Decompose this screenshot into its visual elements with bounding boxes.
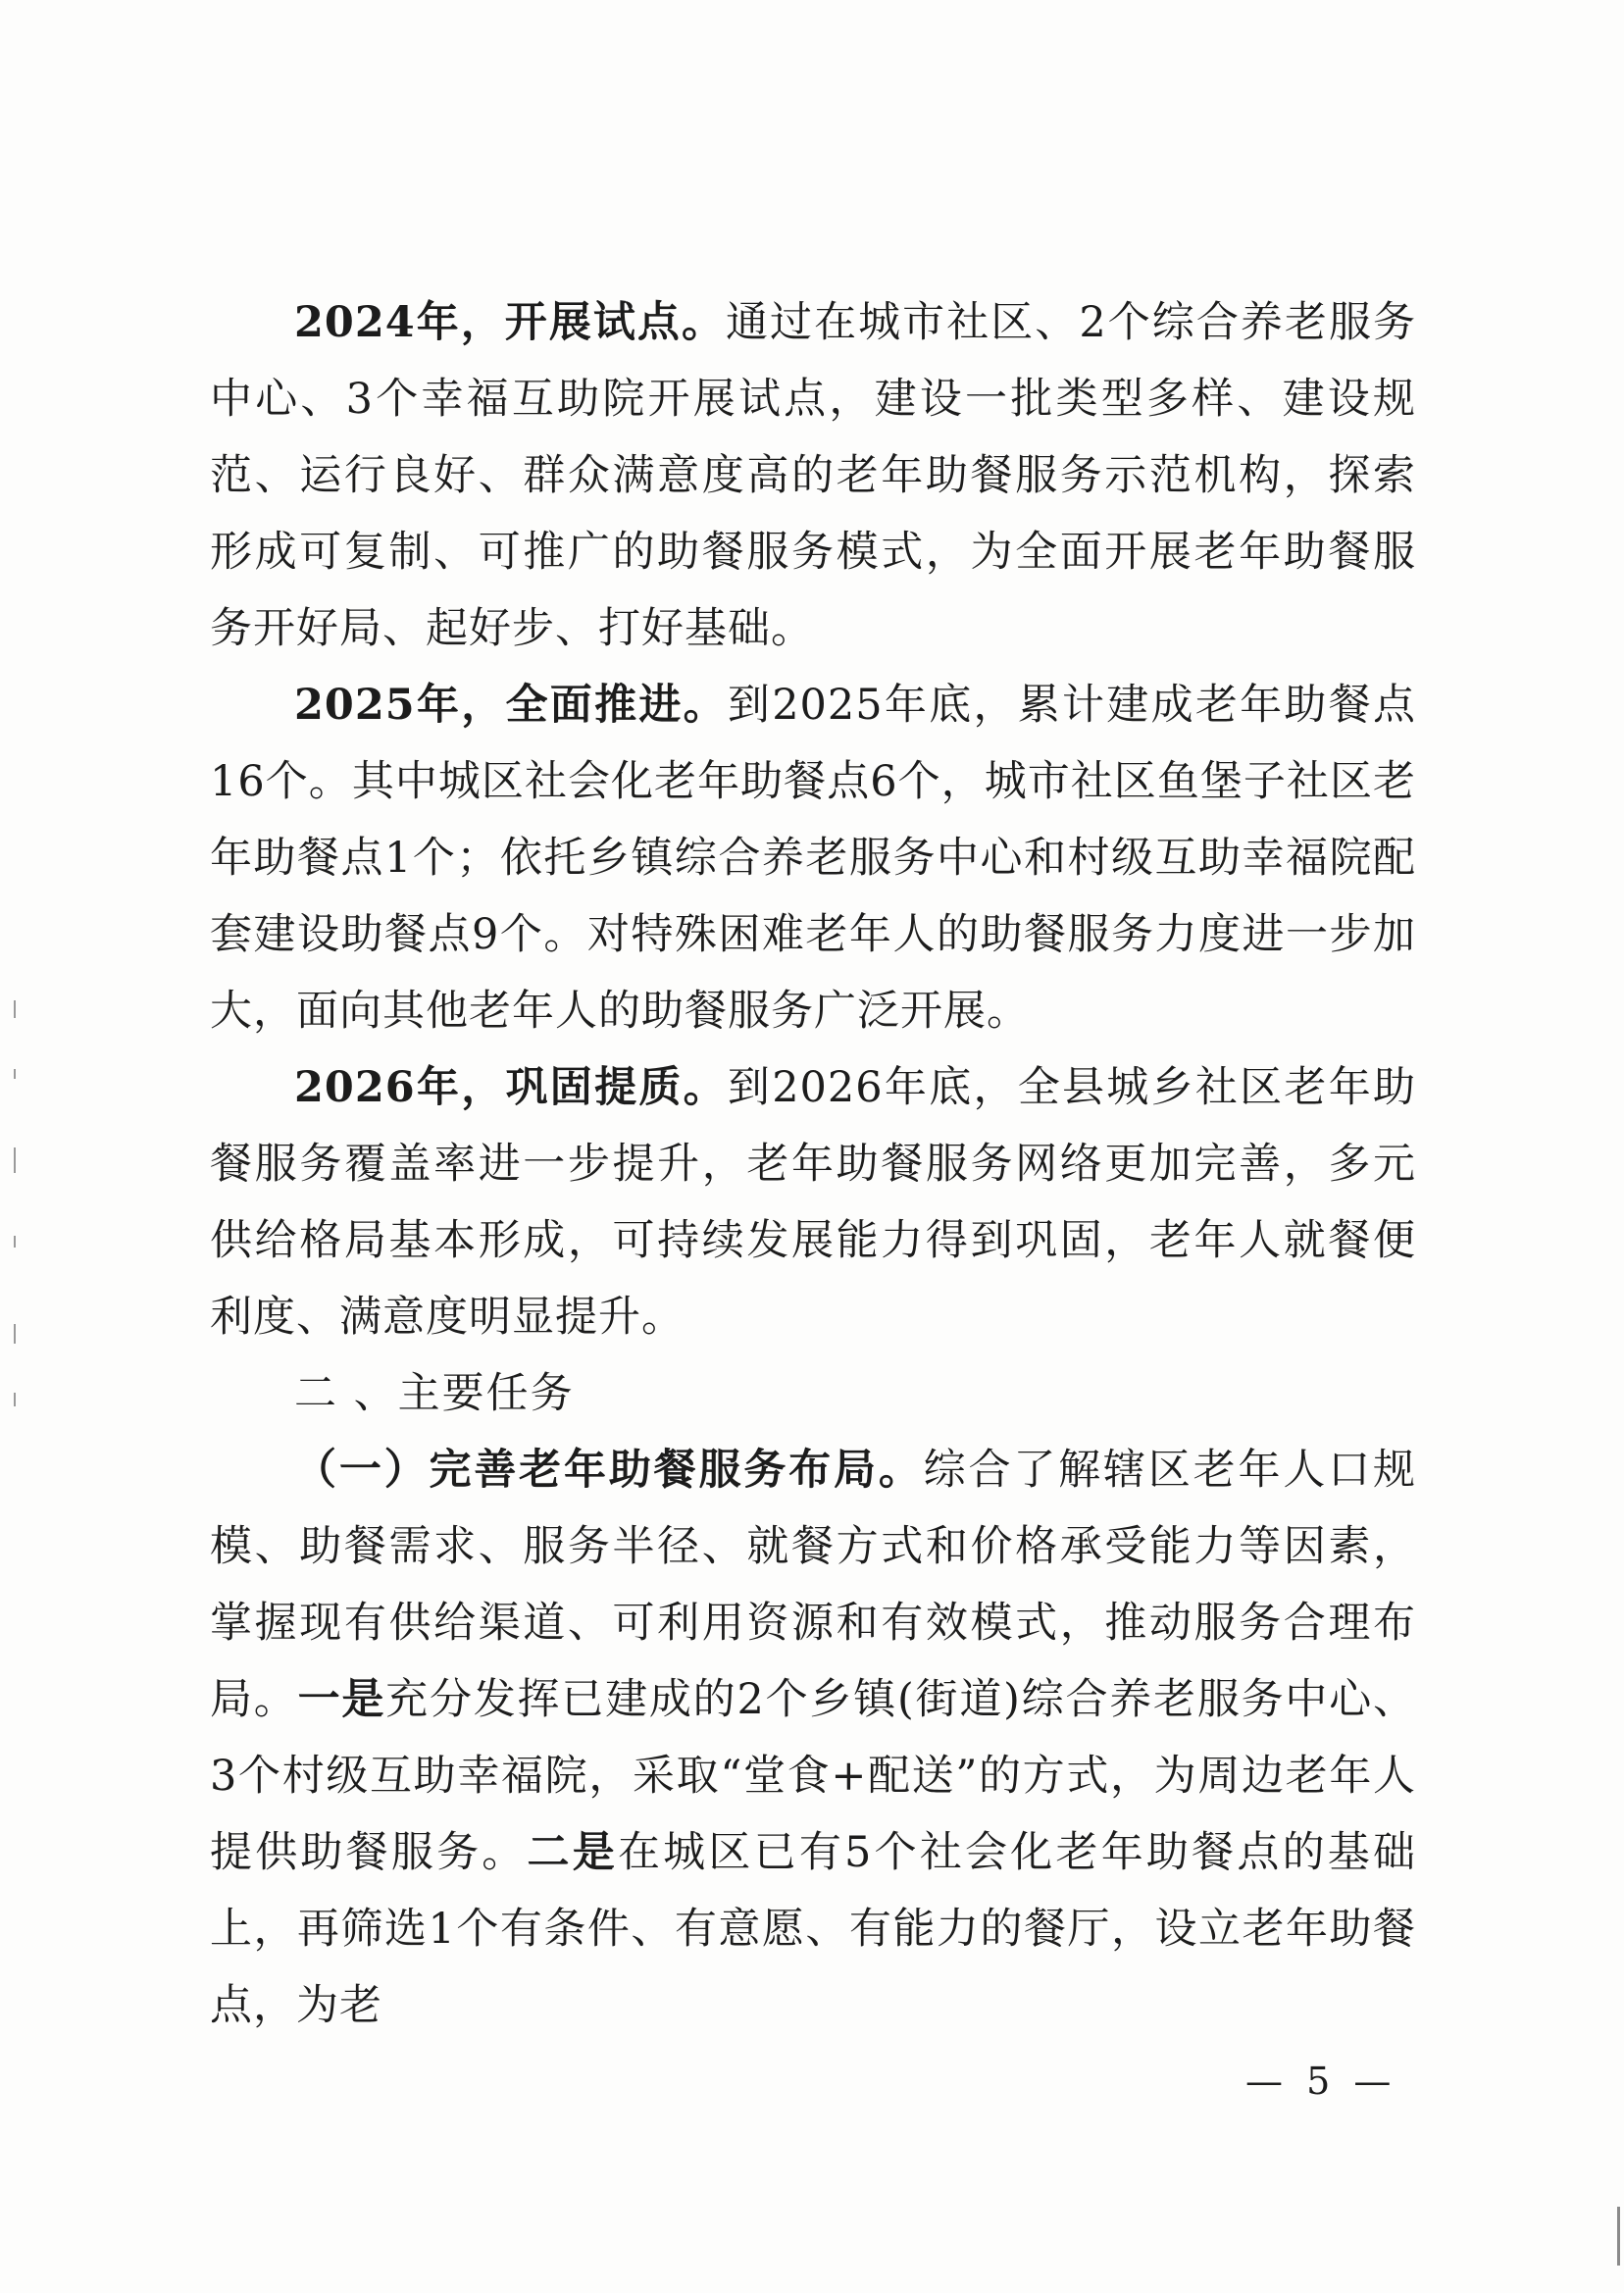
- task-lead: （一）完善老年助餐服务布局。: [294, 1446, 924, 1495]
- paragraph-2025: [210, 667, 1416, 1049]
- page-number: — 5 —: [1245, 2060, 1397, 2103]
- paragraph-2024-lead: 2024年，开展试点。: [294, 298, 727, 347]
- task-paragraph: [210, 1432, 1416, 2044]
- task-first-text: 充分发挥已建成的2个乡镇(街道)综合养老服务中心、3个村级互助幸福院，采取“堂食+配送”的方式，为周边老年人提供助餐服务。: [210, 1675, 1416, 1877]
- paragraph-2026-lead: 2026年，巩固提质。: [294, 1063, 728, 1112]
- task-second-label: 二是: [527, 1828, 618, 1877]
- section-heading: 二 、主要任务: [294, 1369, 575, 1418]
- scan-edge-mark: [1617, 2207, 1620, 2266]
- task-second-text: 在城区已有5个社会化老年助餐点的基础上，再筛选1个有条件、有意愿、有能力的餐厅，设立老年助餐点，为老: [210, 1828, 1417, 2030]
- paragraph-2024-text: 通过在城市社区、2个综合养老服务中心、3个幸福互助院开展试点，建设一批类型多样、建设规范、运行良好、群众满意度高的老年助餐服务示范机构，探索形成可复制、可推广的助餐服务模式，为全面开展老年助餐服务开好局、起好步、打好基础。: [210, 298, 1416, 653]
- scan-margin-marks: [10, 1000, 24, 1412]
- document-body: [210, 284, 1416, 2044]
- paragraph-2025-text: 到2025年底，累计建成老年助餐点16个。其中城区社会化老年助餐点6个，城市社区鱼堡子社区老年助餐点1个；依托乡镇综合养老服务中心和村级互助幸福院配套建设助餐点9个。对特殊困难老年人的助餐服务力度进一步加大，面向其他老年人的助餐服务广泛开展。: [210, 681, 1416, 1036]
- paragraph-2026-text: 到2026年底，全县城乡社区老年助餐服务覆盖率进一步提升，老年助餐服务网络更加完善，多元供给格局基本形成，可持续发展能力得到巩固，老年人就餐便利度、满意度明显提升。: [210, 1063, 1416, 1342]
- task-text-1: 综合了解辖区老年人口规模、助餐需求、服务半径、就餐方式和价格承受能力等因素，掌握现有供给渠道、可利用资源和有效模式，推动服务合理布局。: [210, 1446, 1417, 1724]
- task-first-label: 一是: [297, 1675, 386, 1724]
- paragraph-2025-lead: 2025年，全面推进。: [294, 681, 728, 730]
- paragraph-2024: [210, 284, 1416, 667]
- paragraph-2026: [210, 1049, 1416, 1355]
